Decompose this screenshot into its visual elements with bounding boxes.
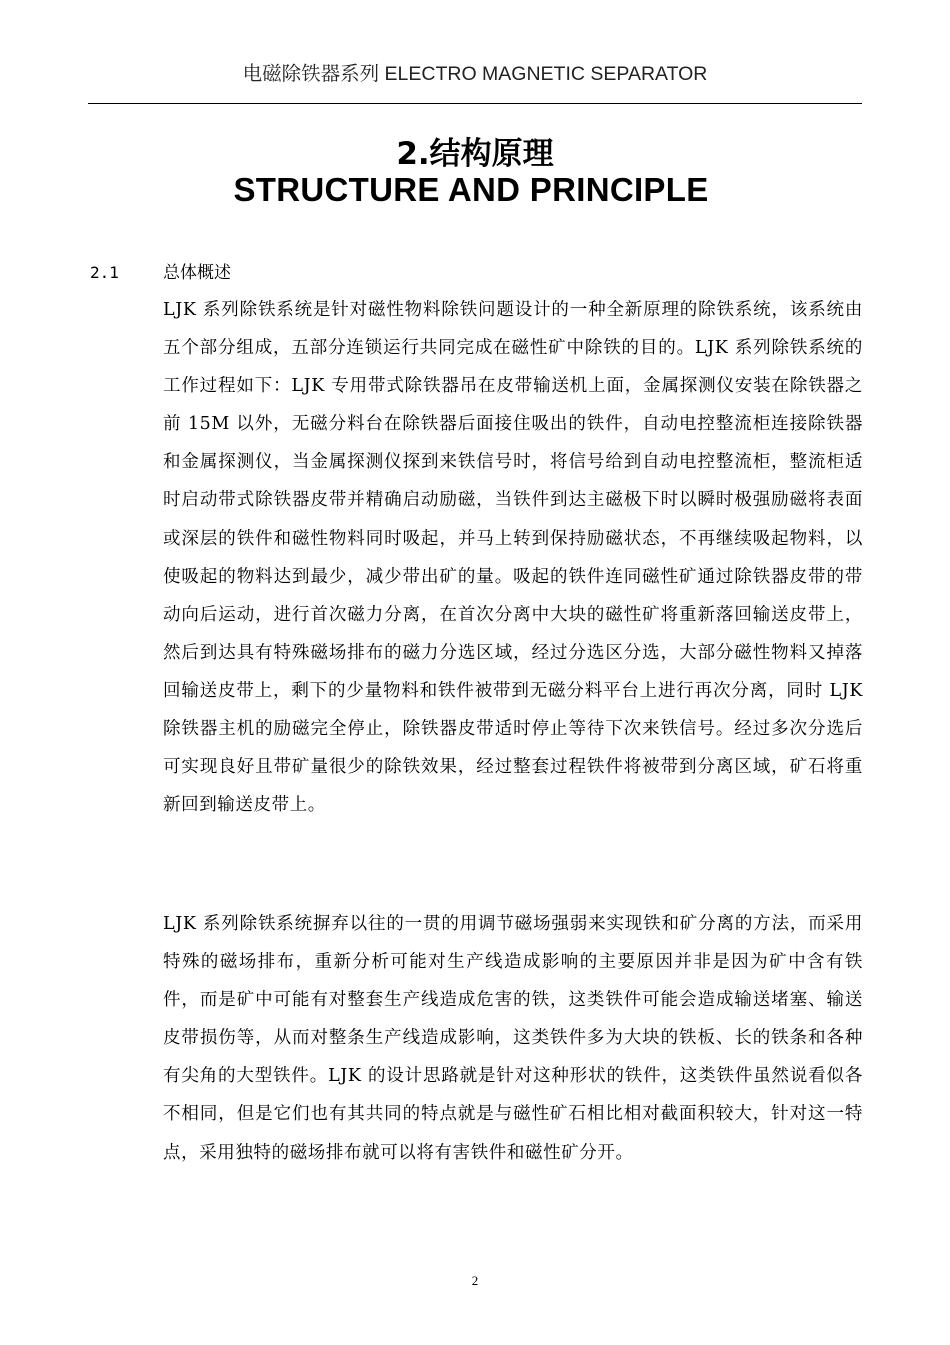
chapter-title-english: STRUCTURE AND PRINCIPLE — [233, 171, 709, 208]
section-title: 总体概述 — [163, 263, 231, 283]
header-divider — [88, 103, 862, 104]
running-header: 电磁除铁器系列 ELECTRO MAGNETIC SEPARATOR — [242, 63, 708, 85]
body-paragraph-2: LJK 系列除铁系统摒弃以往的一贯的用调节磁场强弱来实现铁和矿分离的方法，而采用特殊的磁场排布，重新分析可能对生产线造成影响的主要原因并非是因为矿中含有铁件，而是矿中可能有对整套生产线造成危害的铁，这类铁件可能会造成输送堵塞、输送皮带损伤等，从而对整条生产线造成影响，这类铁件多为大块的铁板、长的铁条和各种有尖角的大型铁件。LJK 的设计思路就是针对这种形状的铁件，这类铁件虽然说看似各不相同，但是它们也有其共同的特点就是与磁性矿石相比相对截面积较大，针对这一特点，采用独特的磁场排布就可以将有害铁件和磁性矿分开。 — [163, 914, 863, 1163]
body-paragraph-1: LJK 系列除铁系统是针对磁性物料除铁问题设计的一种全新原理的除铁系统，该系统由五个部分组成，五部分连锁运行共同完成在磁性矿中除铁的目的。LJK 系列除铁系统的工作过程如下：LJK 专用带式除铁器吊在皮带输送机上面，金属探测仪安装在除铁器之前 15M 以外，无磁分料台在除铁器后面接住吸出的铁件，自动电控整流柜连接除铁器和金属探测仪，当金属探测仪探到来铁信号时，将信号给到自动电控整流柜，整流柜适时启动带式除铁器皮带并精确启动励磁，当铁件到达主磁极下时以瞬时极强励磁将表面或深层的铁件和磁性物料同时吸起，并马上转到保持励磁状态，不再继续吸起物料，以使吸起的物料达到最少，减少带出矿的量。吸起的铁件连同磁性矿通过除铁器皮带的带动向后运动，进行首次磁力分离，在首次分离中大块的磁性矿将重新落回输送皮带上，然后到达具有特殊磁场排布的磁力分选区域，经过分选区分选，大部分磁性物料又掉落回输送皮带上，剩下的少量物料和铁件被带到无磁分料平台上进行再次分离，同时 LJK 除铁器主机的励磁完全停止，除铁器皮带适时停止等待下次来铁信号。经过多次分选后可实现良好且带矿量很少的除铁效果，经过整套过程铁件将被带到分离区域，矿石将重新回到输送皮带上。 — [163, 300, 863, 816]
chapter-title-chinese: 2.结构原理 — [396, 136, 554, 172]
section-number: 2.1 — [90, 263, 119, 282]
page-number: 2 — [471, 1273, 479, 1288]
